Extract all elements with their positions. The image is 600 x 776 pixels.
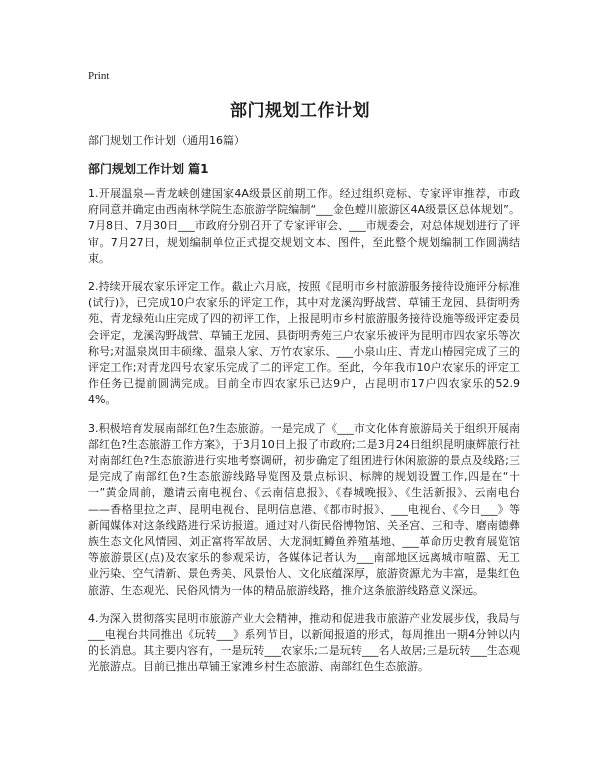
paragraph-1: 1.开展温泉—青龙峡创建国家4A级景区前期工作。经过组织竞标、专家评审推荐，市政府同意并确定由西南林学院生态旅游学院编制“___金色螳川旅游区4A级景区总体规划”。7月8日、7月30日___市政府分别召开了专家评审会、___市规委会，对总体规划进行了评审。7月27日，规划编制单位正式提交规划文本、图件，至此整个规划编制工作圆满结束。	[88, 187, 520, 265]
section-heading: 部门规划工作计划 篇1	[88, 162, 209, 176]
print-link[interactable]: Print	[88, 70, 110, 82]
paragraph-3: 3.积极培育发展南部红色?生态旅游。一是完成了《___市文化体育旅游局关于组织开展南部红色?生态旅游工作方案》，于3月10日上报了市政府;二是3月24日组织昆明康辉旅行社对南部红色?生态旅游进行实地考察调研，初步确定了组团进行休闲旅游的景点及线路;三是完成了南部红色?生态旅游线路导览图及景点标识、标牌的规划设置工作,四是在“十一”黄金周前，邀请云南电视台、《云南信息报》、《春城晚报》、《生活新报》、云南电台——香格里拉之声、昆明电视台、昆明信息港、《都市时报》、___电视台、《今日___》等新闻媒体对这条线路进行采访报道。通过对八街民俗博物馆、关圣宫、三和寺、磨南德彝族生态文化风情园、刘正富将军故居、大龙洞虹鳟鱼养殖基地、___革命历史教育展览馆等旅游景区(点)及农家乐的参观采访，各媒体记者认为___南部地区远离城市喧嚣、无工业污染、空气清新、景色秀美、风景怡人、文化底蕴深厚，旅游资源尤为丰富，是集红色旅游、生态观光、民俗风情为一体的精品旅游线路，推介这条旅游线路意义深远。	[88, 421, 520, 597]
paragraph-2: 2.持续开展农家乐评定工作。截止六月底，按照《昆明市乡村旅游服务接待设施评分标准(试行)》，已完成10户农家乐的评定工作，其中对龙溪沟野战营、草铺王龙园、县街明秀苑、青龙绿苑山庄完成了四的初评工作，上报昆明市乡村旅游服务接待设施等级评定委员会评定，龙溪沟野战营、草铺王龙园、县街明秀苑三户农家乐被评为昆明市四农家乐等次称号;对温泉岚田丰硕缘、温泉人家、万竹农家乐、___小泉山庄、青龙山椿园完成了三的评定工作;对青龙四号农家乐完成了二的评定工作。至此，今年我市10户农家乐的评定工作任务已提前圆满完成。目前全市四农家乐已达9户，占昆明市17户四农家乐的52.94%。	[88, 280, 520, 407]
document-subtitle: 部门规划工作计划（通用16篇）	[88, 134, 245, 147]
document-body	[88, 186, 520, 688]
paragraph-4: 4.为深入贯彻落实昆明市旅游产业大会精神，推动和促进我市旅游产业发展步伐，我局与___电视台共同推出《玩转___》系列节目，以新闻报道的形式，每周推出一期4分钟以内的长消息。其主要内容有，一是玩转___农家乐;二是玩转___名人故居;三是玩转___生态观光旅游点。目前已推出草铺王家滩乡村生态旅游、南部红色生态旅游。	[88, 611, 520, 674]
document-title: 部门规划工作计划	[230, 101, 370, 121]
